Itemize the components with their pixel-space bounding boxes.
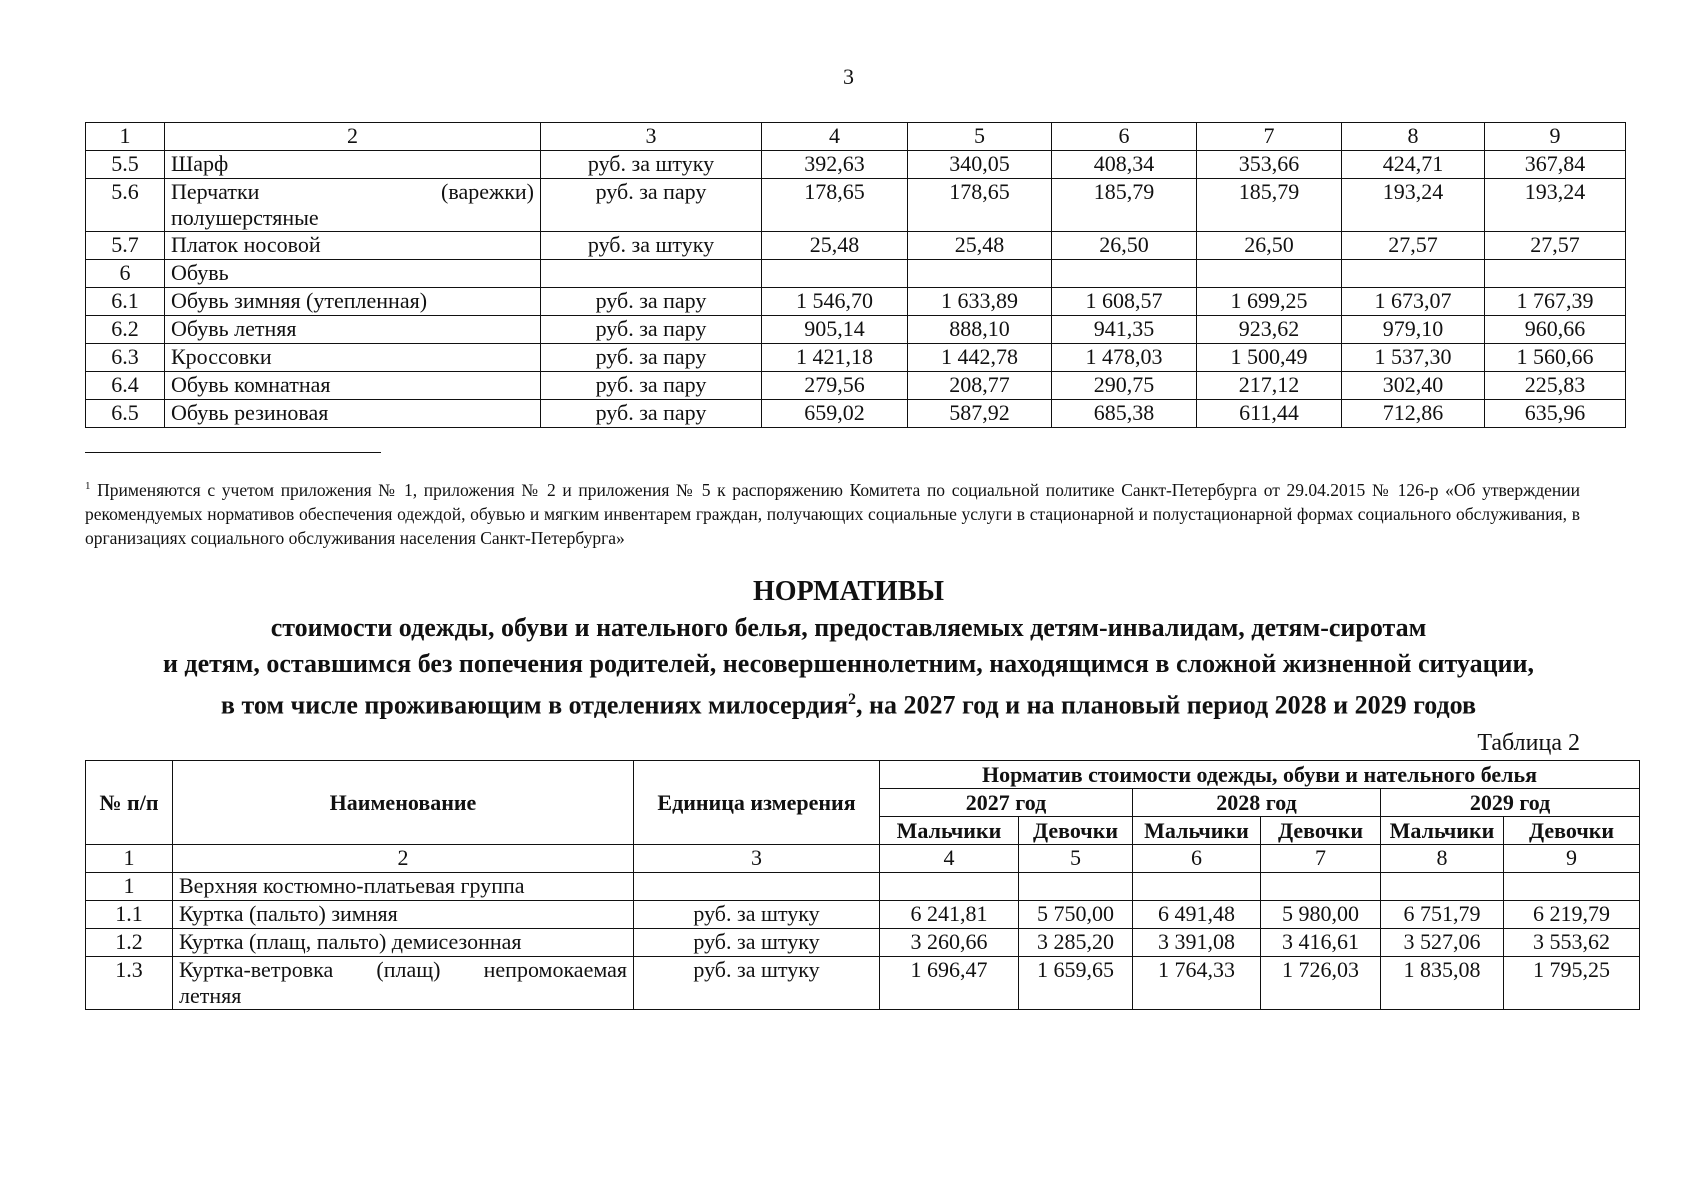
value-cell: 1 478,03: [1052, 344, 1197, 372]
value-cell: 3 553,62: [1504, 929, 1640, 957]
row-number: 6: [86, 260, 165, 288]
table-row: [86, 179, 1626, 232]
col-number: 2: [173, 845, 634, 873]
item-name: Обувь зимняя (утепленная): [165, 288, 541, 316]
value-cell: 712,86: [1342, 400, 1485, 428]
value-cell: 225,83: [1485, 372, 1626, 400]
value-cell: 424,71: [1342, 151, 1485, 179]
continued-table: [85, 122, 1626, 428]
title-line-part: , на 2027 год и на плановый период 2028 и 2029 годов: [856, 690, 1477, 720]
value-cell: 1 560,66: [1485, 344, 1626, 372]
value-cell: 923,62: [1197, 316, 1342, 344]
value-cell: 25,48: [762, 232, 908, 260]
value-cell: 1 500,49: [1197, 344, 1342, 372]
value-cell: 1 767,39: [1485, 288, 1626, 316]
value-cell: [880, 873, 1019, 901]
table-row: [86, 151, 1626, 179]
unit: руб. за штуку: [634, 929, 880, 957]
table-row: [86, 372, 1626, 400]
row-number: 5.7: [86, 232, 165, 260]
value-cell: 979,10: [1342, 316, 1485, 344]
value-cell: 208,77: [908, 372, 1052, 400]
value-cell: [1133, 873, 1261, 901]
item-name-part: Куртка-ветровка (плащ) непромокаемая: [179, 957, 627, 982]
unit: руб. за пару: [541, 288, 762, 316]
col-number: 5: [1019, 845, 1133, 873]
col-number: 8: [1381, 845, 1504, 873]
unit: руб. за пару: [541, 400, 762, 428]
col-number: 8: [1342, 123, 1485, 151]
value-cell: 659,02: [762, 400, 908, 428]
row-number: 1.3: [86, 957, 173, 1010]
table-row: [86, 316, 1626, 344]
value-cell: 1 835,08: [1381, 957, 1504, 1010]
norms-table: [85, 760, 1640, 1010]
header-sub: Мальчики: [880, 817, 1019, 845]
item-name: Обувь летняя: [165, 316, 541, 344]
col-number: 7: [1197, 123, 1342, 151]
value-cell: 905,14: [762, 316, 908, 344]
value-cell: 6 241,81: [880, 901, 1019, 929]
unit: руб. за пару: [541, 372, 762, 400]
col-number: 1: [86, 123, 165, 151]
value-cell: 290,75: [1052, 372, 1197, 400]
row-number: 6.3: [86, 344, 165, 372]
row-number: 5.6: [86, 179, 165, 232]
title-main: НОРМАТИВЫ: [753, 576, 944, 607]
row-number: 1.2: [86, 929, 173, 957]
footnote-reference: 2: [848, 691, 857, 708]
value-cell: [1197, 260, 1342, 288]
row-number: 5.5: [86, 151, 165, 179]
value-cell: 3 391,08: [1133, 929, 1261, 957]
header-sub: Девочки: [1019, 817, 1133, 845]
value-cell: 635,96: [1485, 400, 1626, 428]
value-cell: 27,57: [1342, 232, 1485, 260]
header-row: [86, 761, 1640, 789]
value-cell: 408,34: [1052, 151, 1197, 179]
value-cell: 27,57: [1485, 232, 1626, 260]
value-cell: 3 527,06: [1381, 929, 1504, 957]
item-name-part: летняя: [179, 983, 242, 1008]
value-cell: [1381, 873, 1504, 901]
unit: руб. за пару: [541, 179, 762, 232]
value-cell: 392,63: [762, 151, 908, 179]
value-cell: 611,44: [1197, 400, 1342, 428]
header-unit: Единица измерения: [634, 761, 880, 845]
unit: руб. за штуку: [541, 232, 762, 260]
value-cell: 185,79: [1052, 179, 1197, 232]
value-cell: 1 764,33: [1133, 957, 1261, 1010]
value-cell: 340,05: [908, 151, 1052, 179]
value-cell: 3 260,66: [880, 929, 1019, 957]
value-cell: 1 673,07: [1342, 288, 1485, 316]
item-name: Куртка (пальто) зимняя: [173, 901, 634, 929]
value-cell: 5 750,00: [1019, 901, 1133, 929]
unit: [541, 260, 762, 288]
value-cell: 26,50: [1197, 232, 1342, 260]
col-number: 4: [880, 845, 1019, 873]
value-cell: 3 416,61: [1261, 929, 1381, 957]
header-group: Норматив стоимости одежды, обуви и нательного белья: [880, 761, 1640, 789]
item-name: [165, 179, 541, 232]
value-cell: 1 421,18: [762, 344, 908, 372]
item-name-part: полушерстяные: [171, 205, 319, 230]
value-cell: [1485, 260, 1626, 288]
row-number: 6.5: [86, 400, 165, 428]
unit: руб. за штуку: [634, 901, 880, 929]
footnote-divider: [85, 452, 381, 453]
col-number: 9: [1485, 123, 1626, 151]
value-cell: 1 699,25: [1197, 288, 1342, 316]
table-row: [86, 400, 1626, 428]
footnote: [85, 474, 1580, 550]
value-cell: 178,65: [762, 179, 908, 232]
value-cell: 1 442,78: [908, 344, 1052, 372]
value-cell: [1342, 260, 1485, 288]
value-cell: 193,24: [1485, 179, 1626, 232]
value-cell: 353,66: [1197, 151, 1342, 179]
row-number: 6.1: [86, 288, 165, 316]
item-name: Куртка (плащ, пальто) демисезонная: [173, 929, 634, 957]
item-name: Верхняя костюмно-платьевая группа: [173, 873, 634, 901]
item-name: [173, 957, 634, 1010]
table-caption: Таблица 2: [1477, 730, 1580, 756]
table-row: [86, 232, 1626, 260]
value-cell: 6 491,48: [1133, 901, 1261, 929]
value-cell: 367,84: [1485, 151, 1626, 179]
item-name: Платок носовой: [165, 232, 541, 260]
row-number: 6.2: [86, 316, 165, 344]
unit: руб. за штуку: [634, 957, 880, 1010]
value-cell: [908, 260, 1052, 288]
value-cell: 25,48: [908, 232, 1052, 260]
item-name-part: Перчатки: [171, 179, 260, 204]
col-number: 6: [1052, 123, 1197, 151]
value-cell: 1 546,70: [762, 288, 908, 316]
header-name: Наименование: [173, 761, 634, 845]
row-number: 1: [86, 873, 173, 901]
table-row: [86, 344, 1626, 372]
value-cell: 1 659,65: [1019, 957, 1133, 1010]
item-name: Обувь комнатная: [165, 372, 541, 400]
col-number: 1: [86, 845, 173, 873]
value-cell: [1504, 873, 1640, 901]
unit: руб. за штуку: [541, 151, 762, 179]
item-name: Обувь: [165, 260, 541, 288]
page-number: 3: [843, 64, 854, 89]
value-cell: 279,56: [762, 372, 908, 400]
unit: руб. за пару: [541, 344, 762, 372]
table-row: [86, 957, 1640, 1010]
value-cell: [1261, 873, 1381, 901]
value-cell: 5 980,00: [1261, 901, 1381, 929]
value-cell: 6 751,79: [1381, 901, 1504, 929]
header-sub: Девочки: [1504, 817, 1640, 845]
value-cell: 26,50: [1052, 232, 1197, 260]
header-sub: Девочки: [1261, 817, 1381, 845]
value-cell: 1 537,30: [1342, 344, 1485, 372]
item-name: Шарф: [165, 151, 541, 179]
value-cell: 6 219,79: [1504, 901, 1640, 929]
table-row: [86, 873, 1640, 901]
header-year: 2029 год: [1381, 789, 1640, 817]
value-cell: [1019, 873, 1133, 901]
title-line: и детям, оставшимся без попечения родителей, несовершеннолетним, находящимся в сложной жизненной ситуации,: [162, 649, 1535, 678]
value-cell: 1 795,25: [1504, 957, 1640, 1010]
value-cell: 178,65: [908, 179, 1052, 232]
col-number: 3: [541, 123, 762, 151]
row-number: 6.4: [86, 372, 165, 400]
footnote-marker: 1: [85, 480, 91, 492]
column-number-row: [86, 123, 1626, 151]
item-name-part: (варежки): [441, 179, 534, 204]
value-cell: 302,40: [1342, 372, 1485, 400]
value-cell: 685,38: [1052, 400, 1197, 428]
table-row: [86, 929, 1640, 957]
value-cell: 193,24: [1342, 179, 1485, 232]
col-number: 6: [1133, 845, 1261, 873]
title-line-part: в том числе проживающим в отделениях милосердия: [220, 690, 849, 720]
header-year: 2027 год: [880, 789, 1133, 817]
value-cell: 3 285,20: [1019, 929, 1133, 957]
header-sub: Мальчики: [1133, 817, 1261, 845]
col-number: 7: [1261, 845, 1381, 873]
col-number: 3: [634, 845, 880, 873]
value-cell: 1 633,89: [908, 288, 1052, 316]
title-line: [0, 682, 1697, 724]
table-row: [86, 260, 1626, 288]
row-number: 1.1: [86, 901, 173, 929]
value-cell: 1 608,57: [1052, 288, 1197, 316]
header-year: 2028 год: [1133, 789, 1381, 817]
table-row: [86, 288, 1626, 316]
unit: [634, 873, 880, 901]
title-line: стоимости одежды, обуви и нательного белья, предоставляемых детям-инвалидам, детям-сиротам: [270, 613, 1427, 642]
value-cell: [762, 260, 908, 288]
value-cell: 217,12: [1197, 372, 1342, 400]
col-number: 5: [908, 123, 1052, 151]
column-number-row: [86, 845, 1640, 873]
table-row: [86, 901, 1640, 929]
document-title: [0, 574, 1697, 724]
value-cell: 1 696,47: [880, 957, 1019, 1010]
value-cell: [1052, 260, 1197, 288]
header-sub: Мальчики: [1381, 817, 1504, 845]
item-name: Обувь резиновая: [165, 400, 541, 428]
item-name: Кроссовки: [165, 344, 541, 372]
value-cell: 941,35: [1052, 316, 1197, 344]
col-number: 9: [1504, 845, 1640, 873]
col-number: 2: [165, 123, 541, 151]
unit: руб. за пару: [541, 316, 762, 344]
footnote-text: Применяются с учетом приложения № 1, приложения № 2 и приложения № 5 к распоряжению Комитета по социальной политике Санкт-Петербурга от 29.04.2015 № 126-р «Об утверждении рекомендуемых нормативов обеспечения одеждой, обувью и мягким инвентарем граждан, получающих социальные услуги в стационарной и полустационарной формах социального обслуживания, в организациях социального обслуживания населения Санкт-Петербурга»: [85, 479, 1580, 548]
value-cell: 960,66: [1485, 316, 1626, 344]
col-number: 4: [762, 123, 908, 151]
value-cell: 185,79: [1197, 179, 1342, 232]
value-cell: 888,10: [908, 316, 1052, 344]
header-no: № п/п: [86, 761, 173, 845]
value-cell: 1 726,03: [1261, 957, 1381, 1010]
value-cell: 587,92: [908, 400, 1052, 428]
